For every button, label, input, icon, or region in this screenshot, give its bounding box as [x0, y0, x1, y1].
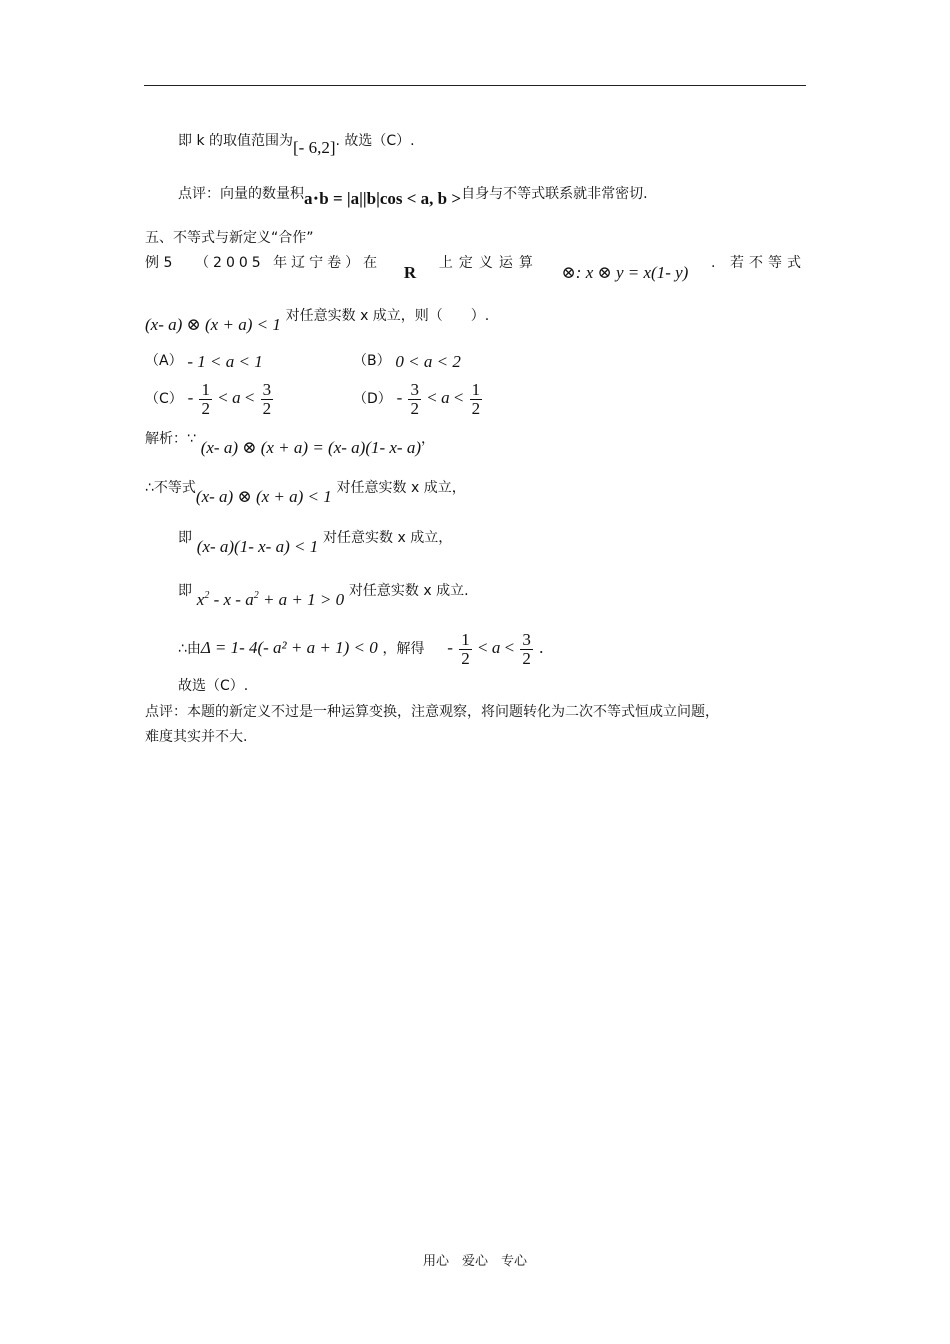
comment-1-prefix: 点评：向量的数量积 — [178, 186, 304, 202]
condition-line — [145, 305, 490, 334]
example-label: 例 5 — [145, 255, 173, 271]
solution-step-2-prefix: ∴不等式 — [145, 480, 196, 496]
option-a-label: （A） — [145, 353, 183, 369]
solution-label: 解析：∵ — [145, 431, 196, 447]
option-b-label: （B） — [353, 353, 391, 369]
solution-step-2 — [145, 477, 466, 506]
solution-step-2-math: (x- a) ⊗ (x + a) < 1 — [195, 487, 332, 506]
page-footer: 用心 爱心 专心 — [422, 1254, 527, 1269]
option-c-label: （C） — [145, 391, 183, 407]
option-b-math: 0 < a < 2 — [395, 352, 461, 371]
range-line — [178, 130, 415, 157]
range-text: 即 k 的取值范围为 — [178, 133, 294, 149]
comment-1-suffix: 自身与不等式联系就非常密切. — [461, 186, 648, 202]
final-answer: 故选（C）. — [178, 678, 249, 694]
solution-step-4-prefix: 即 — [178, 583, 192, 599]
solution-step-5-prefix: ∴由 — [178, 641, 201, 657]
option-b — [353, 350, 461, 371]
solution-step-1-tail: ， — [421, 431, 436, 447]
solution-step-4-math: $x^2 - x - a^2 + a + 1 > 0$ — [196, 590, 345, 609]
condition-text: 对任意实数 x 成立，则（ ）. — [285, 308, 490, 324]
option-a — [145, 350, 263, 371]
solution-step-4 — [178, 576, 469, 609]
header-rule — [144, 85, 806, 86]
option-d-label: （D） — [353, 391, 392, 407]
solution-interval: - $\frac{1}{2}$ < a < $\frac{3}{2}$ . — [447, 629, 544, 668]
comment-2-line-1: 点评：本题的新定义不过是一种运算变换，注意观察，将问题转化为二次不等式恒成立问题， — [145, 704, 719, 720]
option-d: （D） - $\frac{3}{2}$ < a < $\frac{1}{2}$ — [353, 379, 481, 418]
solution-step-5 — [178, 626, 543, 671]
operation-definition: ⊗: x ⊗ y = x(1- y) — [561, 263, 689, 282]
comment-1 — [178, 183, 648, 208]
option-c: （C） - $\frac{1}{2}$ < a < $\frac{3}{2}$ — [145, 379, 272, 418]
example-5 — [145, 253, 806, 285]
example-source: （2005 年辽宁卷）在 — [195, 255, 382, 271]
example-mid: 上定义运算 — [438, 255, 539, 271]
condition-inequality: (x- a) ⊗ (x + a) < 1 — [145, 315, 281, 334]
comment-2-line-2: 难度其实并不大. — [145, 729, 248, 745]
solution-step-4-text: 对任意实数 x 成立. — [348, 583, 469, 599]
section-title: 五、不等式与新定义“合作” — [145, 230, 314, 246]
solution-step-1-math: (x- a) ⊗ (x + a) = (x- a)(1- x- a) — [200, 438, 422, 457]
solution-step-5-mid: ，解得 — [382, 641, 425, 657]
range-tail: . 故选（C）. — [335, 133, 415, 149]
solution-step-3-prefix: 即 — [178, 530, 192, 546]
real-set-symbol: R — [403, 263, 417, 282]
solution-step-3 — [178, 527, 453, 556]
solution-step-2-text: 对任意实数 x 成立， — [336, 480, 466, 496]
solution-step-1 — [145, 428, 436, 457]
discriminant-inequality: Δ = 1- 4(- a² + a + 1) < 0 — [200, 638, 378, 657]
dot-product-formula: a⋅b = |a||b|cos < a, b > — [304, 189, 462, 208]
solution-step-3-text: 对任意实数 x 成立， — [323, 530, 453, 546]
range-interval: [- 6,2] — [293, 138, 336, 157]
example-tail: . 若不等式 — [711, 255, 806, 271]
solution-step-3-math: (x- a)(1- x- a) < 1 — [196, 537, 319, 556]
option-a-math: - 1 < a < 1 — [187, 352, 263, 371]
